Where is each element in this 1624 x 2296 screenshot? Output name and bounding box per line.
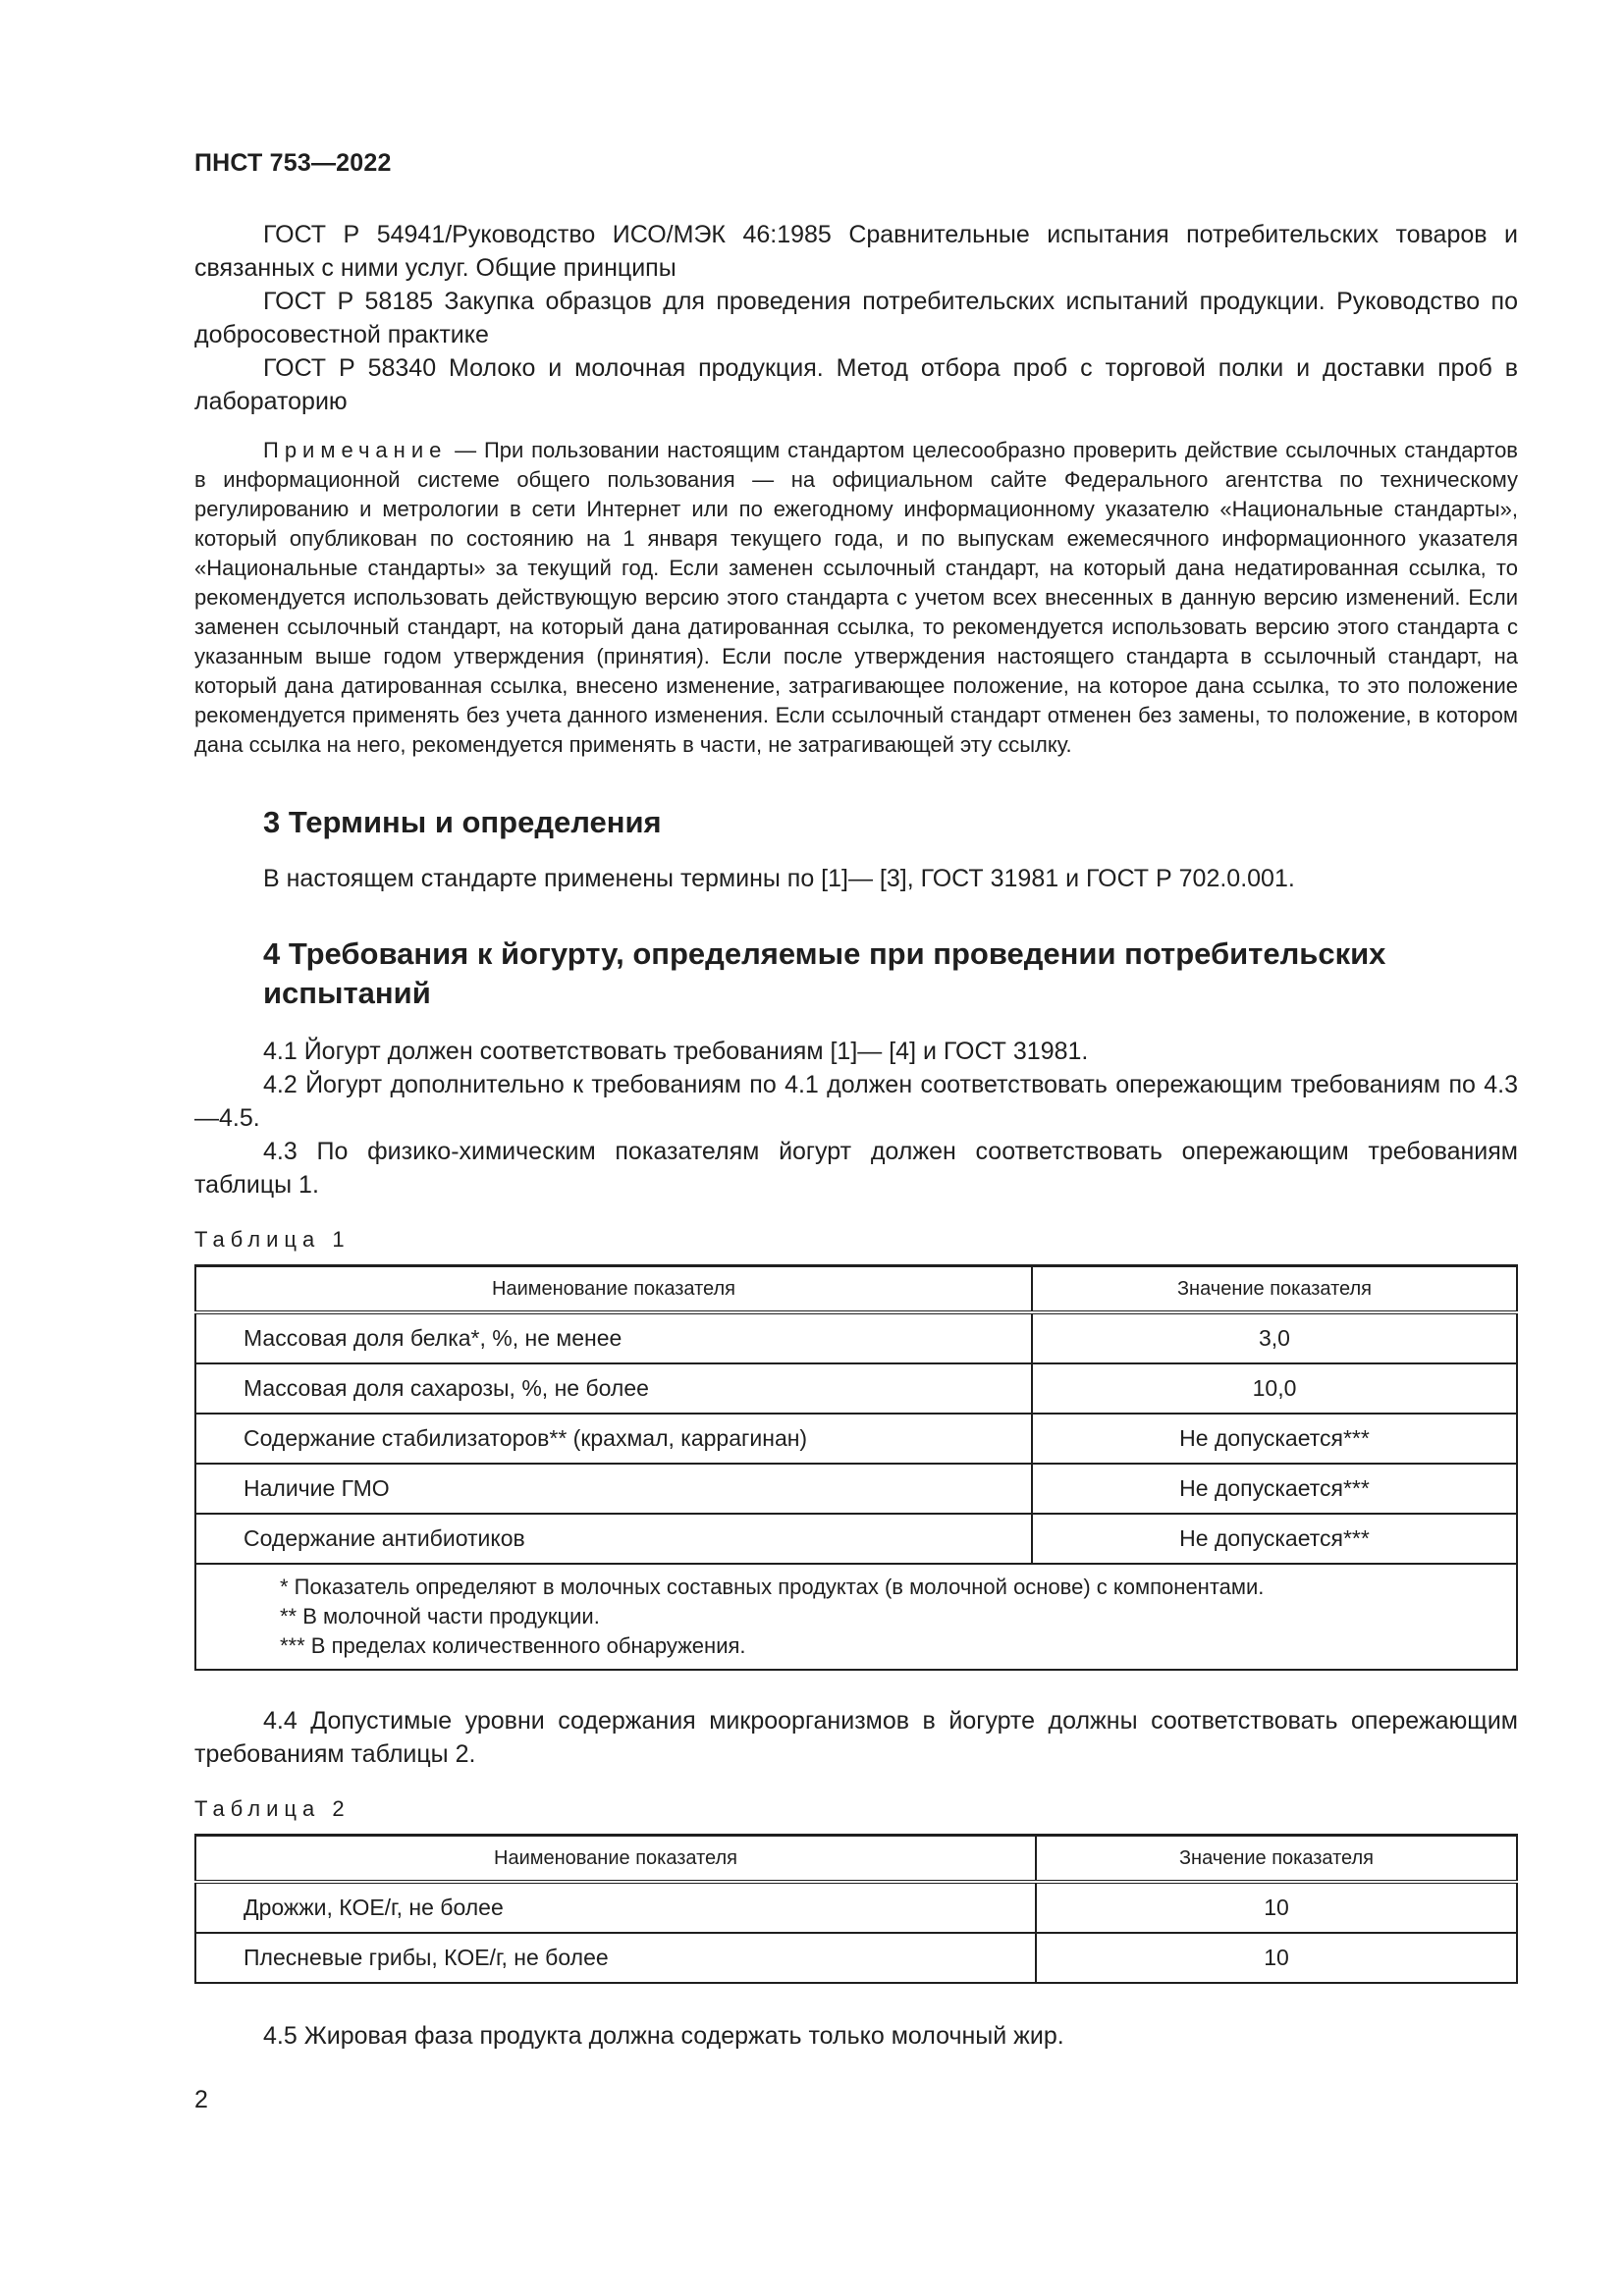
table-row xyxy=(195,1514,1517,1564)
column-header-name: Наименование показателя xyxy=(195,1836,1036,1883)
table-footnotes xyxy=(195,1564,1517,1670)
note-label: Примечание xyxy=(263,438,448,462)
footnote-2: ** В молочной части продукции. xyxy=(280,1604,600,1629)
table-row xyxy=(195,1933,1517,1983)
indicator-value: Не допускается*** xyxy=(1032,1414,1517,1464)
indicator-name: Наличие ГМО xyxy=(195,1464,1032,1514)
clause-4-4: 4.4 Допустимые уровни содержания микроорганизмов в йогурте должны соответствовать опережающим требованиям таблицы 2. xyxy=(194,1707,1518,1768)
page-number: 2 xyxy=(194,2086,208,2113)
clause-4-1: 4.1 Йогурт должен соответствовать требованиям [1]— [4] и ГОСТ 31981. xyxy=(263,1038,1089,1065)
document-code-header: ПНСТ 753—2022 xyxy=(194,149,392,177)
indicator-value: 3,0 xyxy=(1032,1312,1517,1363)
indicator-value: 10,0 xyxy=(1032,1363,1517,1414)
section-3-heading: 3 Термины и определения xyxy=(263,805,662,839)
table-1 xyxy=(194,1264,1518,1671)
indicator-name: Плесневые грибы, КОЕ/г, не более xyxy=(195,1933,1036,1983)
indicator-name: Массовая доля сахарозы, %, не более xyxy=(195,1363,1032,1414)
reference-gost-58185: ГОСТ Р 58185 Закупка образцов для проведения потребительских испытаний продукции. Руководство по добросовестной практике xyxy=(194,288,1518,348)
indicator-value: Не допускается*** xyxy=(1032,1464,1517,1514)
indicator-name: Массовая доля белка*, %, не менее xyxy=(195,1312,1032,1363)
table-row xyxy=(195,1882,1517,1933)
indicator-name: Дрожжи, КОЕ/г, не более xyxy=(195,1882,1036,1933)
indicator-value: 10 xyxy=(1036,1882,1517,1933)
footnote-1: * Показатель определяют в молочных составных продуктах (в молочной основе) с компонентами. xyxy=(280,1575,1265,1599)
table-2-label: Таблица 2 xyxy=(194,1796,351,1821)
table-header-row xyxy=(195,1836,1517,1883)
table-header-row xyxy=(195,1266,1517,1313)
indicator-value: 10 xyxy=(1036,1933,1517,1983)
footnote-3: *** В пределах количественного обнаружения. xyxy=(280,1633,746,1658)
page-content xyxy=(194,218,1518,2053)
indicator-name: Содержание антибиотиков xyxy=(195,1514,1032,1564)
section-3-text: В настоящем стандарте применены термины по [1]— [3], ГОСТ 31981 и ГОСТ Р 702.0.001. xyxy=(263,865,1295,892)
reference-gost-54941: ГОСТ Р 54941/Руководство ИСО/МЭК 46:1985 Сравнительные испытания потребительских товаров и связанных с ними услуг. Общие принципы xyxy=(194,221,1518,282)
reference-gost-58340: ГОСТ Р 58340 Молоко и молочная продукция. Метод отбора проб с торговой полки и доставки проб в лабораторию xyxy=(194,354,1518,415)
table-row xyxy=(195,1312,1517,1363)
table-2 xyxy=(194,1834,1518,1984)
section-4-heading: 4 Требования к йогурту, определяемые при проведении потребительских испытаний xyxy=(263,936,1386,1010)
column-header-name: Наименование показателя xyxy=(195,1266,1032,1313)
indicator-name: Содержание стабилизаторов** (крахмал, каррагинан) xyxy=(195,1414,1032,1464)
note-text: — При пользовании настоящим стандартом целесообразно проверить действие ссылочных стандартов в информационной системе общего пользования — на официальном сайте Федерального агентства по техническому регулированию и метрологии в сети Интернет или по ежегодному информационному указателю «Национальные стандарты», который опубликован по состоянию на 1 января текущего года, и по выпускам ежемесячного информационного указателя «Национальные стандарты» за текущий год. Если заменен ссылочный стандарт, на который дана недатированная ссылка, то рекомендуется использовать действующую версию этого стандарта с учетом всех внесенных в данную версию изменений. Если заменен ссылочный стандарт, на который дана датированная ссылка, то рекомендуется использовать версию этого стандарта с указанным выше годом утверждения (принятия). Если после утверждения настоящего стандарта в ссылочный стандарт, на который дана датированная ссылка, внесено изменение, затрагивающее положение, на которое дана ссылка, то это положение рекомендуется применять без учета данного изменения. Если ссылочный стандарт отменен без замены, то положение, в котором дана ссылка на него, рекомендуется применять в части, не затрагивающей эту ссылку. xyxy=(194,438,1518,757)
clause-4-3: 4.3 По физико-химическим показателям йогурт должен соответствовать опережающим требованиям таблицы 1. xyxy=(194,1138,1518,1199)
column-header-value: Значение показателя xyxy=(1036,1836,1517,1883)
table-row xyxy=(195,1363,1517,1414)
clause-4-5: 4.5 Жировая фаза продукта должна содержать только молочный жир. xyxy=(263,2022,1064,2050)
clause-4-2: 4.2 Йогурт дополнительно к требованиям по 4.1 должен соответствовать опережающим требованиям по 4.3—4.5. xyxy=(194,1071,1518,1132)
column-header-value: Значение показателя xyxy=(1032,1266,1517,1313)
table-1-label: Таблица 1 xyxy=(194,1227,351,1252)
table-row xyxy=(195,1414,1517,1464)
indicator-value: Не допускается*** xyxy=(1032,1514,1517,1564)
note-paragraph xyxy=(194,436,1518,760)
table-row xyxy=(195,1464,1517,1514)
table-footnotes-row xyxy=(195,1564,1517,1670)
